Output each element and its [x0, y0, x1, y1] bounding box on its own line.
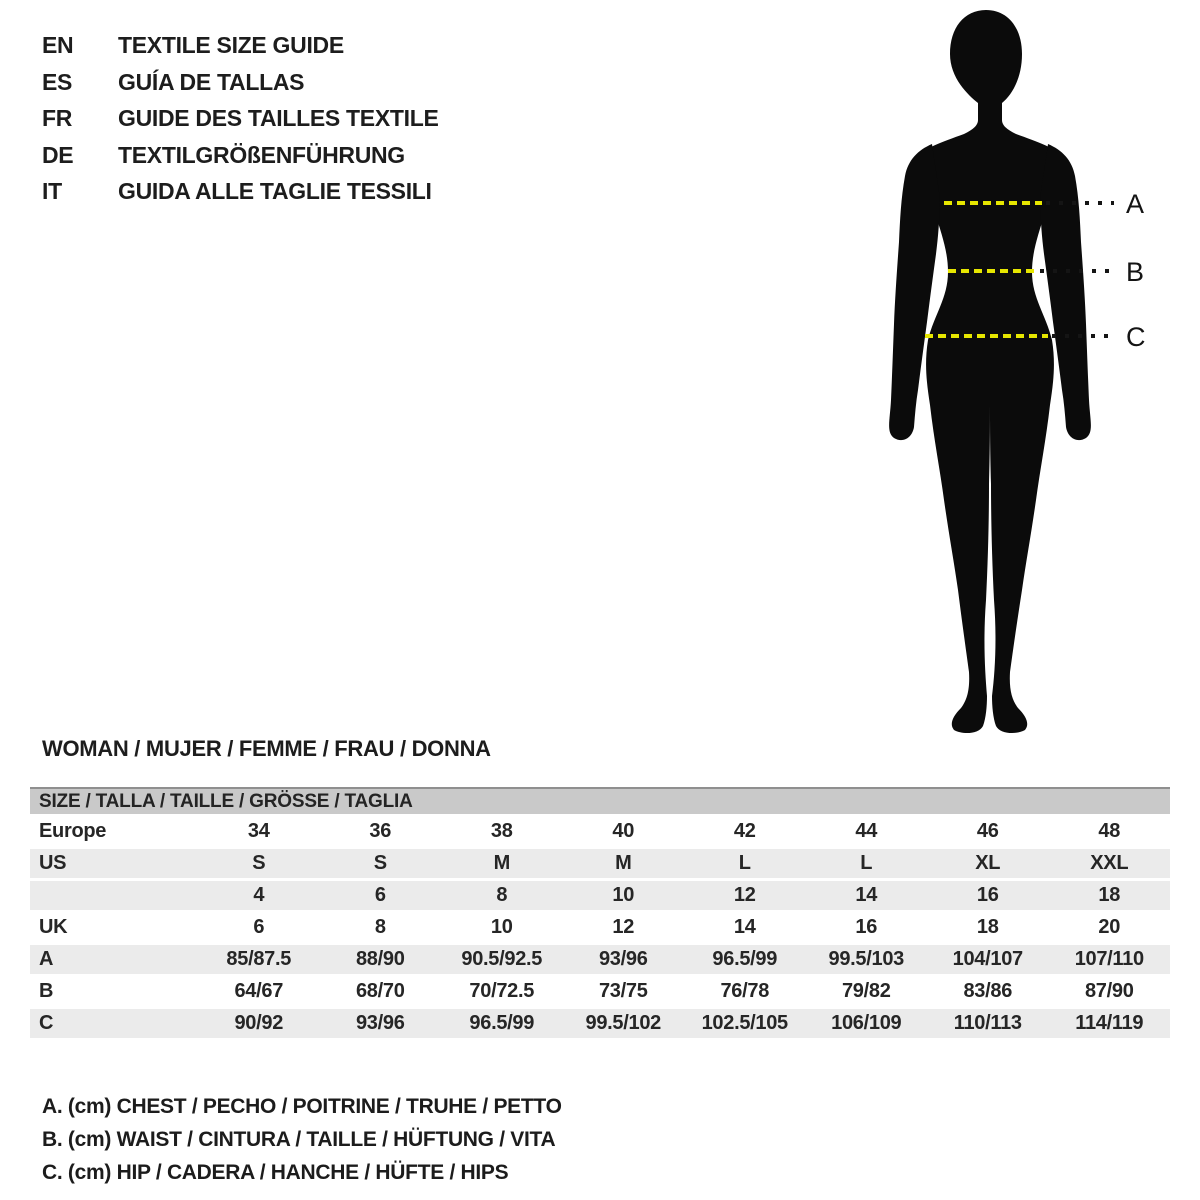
row-label: [30, 881, 198, 910]
language-title: GUIDE DES TAILLES TEXTILE: [118, 105, 439, 131]
language-code: FR: [42, 105, 73, 131]
size-cell: 99.5/103: [806, 945, 928, 974]
language-code: IT: [42, 178, 62, 204]
size-cell: M: [563, 849, 685, 878]
language-title: GUIDA ALLE TAGLIE TESSILI: [118, 178, 432, 204]
table-row: [30, 849, 1170, 878]
size-cell: 8: [374, 916, 386, 938]
language-title-row: [42, 64, 439, 101]
row-label: A: [30, 945, 198, 974]
size-cell: 20: [1098, 916, 1121, 938]
row-label: Europe: [39, 820, 107, 842]
size-cell: 68/70: [355, 980, 405, 1002]
language-title-row: [42, 100, 439, 137]
size-cell: 34: [247, 820, 270, 842]
language-code: ES: [42, 68, 73, 95]
size-cell: 12: [684, 881, 806, 910]
language-code: DE: [42, 141, 74, 168]
size-cell: 83/86: [963, 980, 1013, 1002]
size-cell: 88/90: [320, 945, 442, 974]
table-row: [30, 913, 1170, 942]
size-cell: 99.5/102: [563, 1009, 685, 1038]
size-cell: 4: [198, 881, 320, 910]
language-title: TEXTILE SIZE GUIDE: [118, 32, 344, 58]
size-cell: 73/75: [598, 980, 648, 1002]
size-cell: XL: [927, 849, 1049, 878]
size-table: [30, 787, 1170, 1041]
size-cell: 79/82: [841, 980, 891, 1002]
size-cell: XXL: [1049, 849, 1171, 878]
size-cell: 107/110: [1049, 945, 1171, 974]
size-cell: L: [806, 849, 928, 878]
size-cell: S: [198, 849, 320, 878]
size-cell: 18: [1049, 881, 1171, 910]
language-title-row: [42, 173, 439, 210]
table-row: [30, 817, 1170, 846]
size-cell: 46: [976, 820, 999, 842]
size-cell: 36: [369, 820, 392, 842]
row-label: UK: [39, 916, 68, 938]
size-cell: 96.5/99: [684, 945, 806, 974]
size-cell: 76/78: [720, 980, 770, 1002]
table-row: [30, 945, 1170, 974]
legend-line: B. (cm) WAIST / CINTURA / TAILLE / HÜFTUNG / VITA: [42, 1128, 556, 1151]
size-cell: 12: [612, 916, 635, 938]
legend-line: A. (cm) CHEST / PECHO / POITRINE / TRUHE / PETTO: [42, 1095, 562, 1118]
size-cell: 114/119: [1049, 1009, 1171, 1038]
size-cell: 6: [253, 916, 265, 938]
size-cell: 42: [733, 820, 756, 842]
size-table-grid: [30, 814, 1170, 1041]
size-cell: 40: [612, 820, 635, 842]
measurement-legend: [42, 1090, 562, 1189]
size-cell: 14: [733, 916, 756, 938]
row-label: US: [30, 849, 198, 878]
section-title: WOMAN / MUJER / FEMME / FRAU / DONNA: [42, 736, 491, 761]
size-cell: 10: [490, 916, 513, 938]
size-cell: 38: [490, 820, 513, 842]
waist-label: B: [1126, 257, 1145, 287]
language-title-row: [42, 27, 439, 64]
size-table-header: SIZE / TALLA / TAILLE / GRÖSSE / TAGLIA: [30, 787, 1170, 814]
size-cell: 90/92: [198, 1009, 320, 1038]
size-cell: 18: [976, 916, 999, 938]
legend-line: C. (cm) HIP / CADERA / HANCHE / HÜFTE / HIPS: [42, 1161, 509, 1184]
size-cell: 16: [927, 881, 1049, 910]
size-cell: 10: [563, 881, 685, 910]
size-cell: 93/96: [320, 1009, 442, 1038]
size-cell: 93/96: [563, 945, 685, 974]
language-title: TEXTILGRÖßENFÜHRUNG: [118, 141, 405, 168]
size-cell: 64/67: [234, 980, 284, 1002]
size-cell: L: [684, 849, 806, 878]
size-cell: 70/72.5: [469, 980, 535, 1002]
woman-body-silhouette: [916, 10, 1064, 733]
size-cell: 8: [441, 881, 563, 910]
size-cell: 110/113: [927, 1009, 1049, 1038]
size-cell: 90.5/92.5: [441, 945, 563, 974]
size-cell: 96.5/99: [441, 1009, 563, 1038]
table-row: [30, 977, 1170, 1006]
table-row: [30, 881, 1170, 910]
language-title-list: [42, 27, 439, 210]
size-cell: M: [441, 849, 563, 878]
size-cell: 48: [1098, 820, 1121, 842]
size-cell: 16: [855, 916, 878, 938]
size-cell: 106/109: [806, 1009, 928, 1038]
size-cell: 87/90: [1084, 980, 1134, 1002]
row-label: B: [39, 980, 54, 1002]
language-code: EN: [42, 32, 74, 58]
size-cell: 85/87.5: [198, 945, 320, 974]
language-title: GUÍA DE TALLAS: [118, 68, 305, 95]
language-title-row: [42, 137, 439, 174]
size-cell: 6: [320, 881, 442, 910]
row-label: C: [30, 1009, 198, 1038]
hip-label: C: [1126, 322, 1146, 352]
size-cell: S: [320, 849, 442, 878]
size-cell: 14: [806, 881, 928, 910]
size-cell: 44: [855, 820, 878, 842]
woman-silhouette-figure: [880, 0, 1200, 745]
size-cell: 104/107: [927, 945, 1049, 974]
size-cell: 102.5/105: [684, 1009, 806, 1038]
table-row: [30, 1009, 1170, 1038]
chest-label: A: [1126, 189, 1145, 219]
